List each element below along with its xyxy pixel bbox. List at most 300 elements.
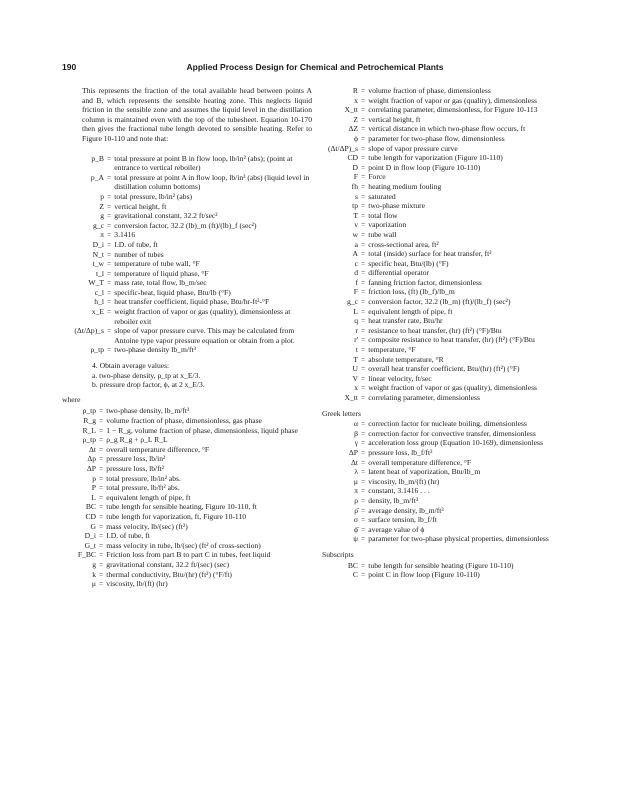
equals-sign: = <box>361 495 366 505</box>
definition-row <box>70 259 312 269</box>
definition-symbol: p_B <box>91 153 104 163</box>
definition-symbol: P <box>91 483 96 493</box>
definition-row <box>322 570 572 580</box>
definition-row <box>322 105 572 115</box>
definition-symbol: D_i <box>84 531 96 541</box>
definition-row <box>322 335 572 345</box>
definition-row <box>322 86 572 96</box>
definition-text: ρ_g R_g + ρ_L R_L <box>106 435 168 445</box>
equals-sign: = <box>99 511 104 521</box>
definition-symbol: ρ_tp <box>90 345 104 355</box>
definition-row <box>70 230 312 240</box>
definition-row <box>322 278 572 288</box>
equals-sign: = <box>361 95 366 105</box>
definition-symbol: g_c <box>347 297 358 307</box>
definition-row <box>322 486 572 496</box>
equals-sign: = <box>107 249 112 259</box>
definition-text: Friction loss from part B to part C in tubes, feet liquid <box>106 550 271 560</box>
definition-row <box>70 502 312 512</box>
definition-text: gravitational constant, 32.2 ft/(sec) (sec) <box>106 559 230 569</box>
definition-text: mass velocity, lb/(sec) (ft²) <box>106 521 188 531</box>
definition-text: tube length for sensible heating, Figure 10-110, ft <box>106 502 257 512</box>
equals-sign: = <box>361 201 366 211</box>
equals-sign: = <box>99 416 104 425</box>
equals-sign: = <box>361 467 366 477</box>
definition-symbol: BC <box>85 502 96 512</box>
definition-symbol: x <box>354 383 358 393</box>
definition-symbol: D_i <box>92 239 104 249</box>
definition-symbol: CD <box>347 153 358 163</box>
definition-text: vertical distance in which two-phase flow occurs, ft <box>368 124 526 134</box>
definition-row <box>322 326 572 336</box>
equals-sign: = <box>361 297 366 307</box>
definition-symbol: d <box>354 268 358 278</box>
equals-sign: = <box>361 486 366 496</box>
definition-text: total flow <box>368 210 398 220</box>
definition-text: temperature of liquid phase, °F <box>114 268 209 278</box>
definition-row <box>70 345 312 355</box>
equals-sign: = <box>107 239 112 249</box>
equals-sign: = <box>361 515 366 525</box>
equals-sign: = <box>361 220 366 230</box>
definition-text: cross-sectional area, ft² <box>368 239 439 249</box>
definition-text: slope of vapor pressure curve <box>368 143 458 153</box>
equals-sign: = <box>361 86 366 95</box>
definition-text: overall heat transfer coefficient, Btu/(hr) (ft²) (°F) <box>368 364 520 374</box>
definition-row <box>70 154 312 173</box>
definition-text: friction loss, (ft) (lb_f)/lb_m <box>368 287 455 297</box>
definition-symbol: U <box>352 364 358 374</box>
equals-sign: = <box>361 249 366 259</box>
definition-row <box>322 249 572 259</box>
definition-row <box>322 496 572 506</box>
definition-row <box>322 438 572 448</box>
equals-sign: = <box>99 559 104 569</box>
definition-text: mass rate, total flow, lb_m/sec <box>114 278 207 288</box>
equals-sign: = <box>99 444 104 454</box>
definition-symbol: Δp <box>87 454 96 464</box>
definition-row <box>322 561 572 571</box>
definition-row <box>70 278 312 288</box>
definition-text: equivalent length of pipe, ft <box>368 306 453 316</box>
definition-row <box>322 534 572 544</box>
definition-row <box>322 393 572 403</box>
definition-text: specific-heat, liquid phase, Btu/lb (°F) <box>114 287 231 297</box>
definition-row <box>322 307 572 317</box>
definition-text: parameter for two-phase flow, dimensionless <box>368 133 505 143</box>
definition-symbol: r <box>355 325 358 335</box>
definition-symbol: ϕ̄ <box>354 524 358 534</box>
definition-symbol: ΔP <box>86 463 96 473</box>
definition-row <box>70 221 312 231</box>
equals-sign: = <box>107 268 112 278</box>
definition-symbol: β <box>354 428 358 438</box>
definition-row <box>70 269 312 279</box>
equals-sign: = <box>99 406 104 416</box>
equals-sign: = <box>99 454 104 464</box>
definition-text: temperature of tube wall, °F <box>114 259 200 269</box>
definition-symbol: t <box>355 345 358 355</box>
definition-row <box>322 134 572 144</box>
definition-text: constant, 3.1416 . . . <box>368 486 430 496</box>
equals-sign: = <box>361 419 366 429</box>
definition-symbol: Z <box>353 114 358 124</box>
definition-row <box>322 211 572 221</box>
equals-sign: = <box>99 463 104 473</box>
definition-row <box>322 163 572 173</box>
definition-row <box>70 579 312 589</box>
definition-symbol: CD <box>85 511 96 521</box>
equals-sign: = <box>361 105 366 115</box>
definition-row <box>322 383 572 393</box>
definition-symbol: c <box>354 258 358 268</box>
equals-sign: = <box>99 435 104 445</box>
definition-row <box>70 483 312 493</box>
equals-sign: = <box>107 230 112 240</box>
definition-text: point D in flow loop (Figure 10-110) <box>368 162 481 172</box>
definition-symbol: ϕ <box>354 133 358 143</box>
definition-row <box>70 406 312 416</box>
definition-symbol: R_g <box>83 416 96 425</box>
definition-symbol: ρ̄ <box>354 505 358 515</box>
equals-sign: = <box>99 492 104 502</box>
equals-sign: = <box>361 393 366 402</box>
equals-sign: = <box>361 383 366 393</box>
definition-row <box>322 448 572 458</box>
equals-sign: = <box>107 211 112 221</box>
definition-symbol: ΔZ <box>348 124 358 134</box>
definition-symbol: D <box>352 162 358 172</box>
definition-row <box>322 201 572 211</box>
definition-symbol: ρ_tp <box>82 435 96 445</box>
definition-row <box>70 426 312 436</box>
where-label: where <box>62 394 81 404</box>
definition-row <box>70 454 312 464</box>
definition-symbol: c_l <box>94 287 104 297</box>
intro-paragraph: This represents the fraction of the total available head between points A and B, which represents the sensible heating zone. This neglects liquid friction in the sensible zone and assumes the liquid level in the distillation column is maintained even with the top of the tubesheet. Equation 10-170 then gives the fractional tube length devoted to sensible heating. Refer to Figure 10-110 and note that: <box>82 86 312 143</box>
equals-sign: = <box>361 335 366 345</box>
definition-symbol: x_E <box>91 307 104 317</box>
equals-sign: = <box>361 306 366 316</box>
definition-text: volume fraction of phase, dimensionless, gas phase <box>106 416 262 425</box>
definition-symbol: tp <box>352 201 358 211</box>
definition-symbol: W_T <box>88 278 104 288</box>
definition-symbol: k <box>92 569 96 579</box>
equals-sign: = <box>99 531 104 541</box>
definition-text: heat transfer rate, Btu/hr <box>368 316 443 326</box>
definition-text: Force <box>368 172 386 182</box>
definition-text: weight fraction of vapor or gas (quality), dimensionless <box>368 383 538 393</box>
equals-sign: = <box>107 172 112 182</box>
equals-sign: = <box>99 425 104 435</box>
definition-row <box>70 202 312 212</box>
definition-text: two-phase density, lb_m/ft³ <box>106 406 190 416</box>
definition-text: heat transfer coefficient, liquid phase, Btu/hr-ft²-°F <box>114 297 270 307</box>
definition-text: density, lb_m/ft³ <box>368 495 419 505</box>
definition-text: overall temperature difference, °F <box>368 457 472 467</box>
equals-sign: = <box>107 278 112 288</box>
definition-row <box>322 525 572 535</box>
definition-symbol: T <box>353 354 358 364</box>
equals-sign: = <box>99 550 104 560</box>
definition-row <box>322 429 572 439</box>
subscripts-list <box>322 561 572 580</box>
definition-row <box>322 419 572 429</box>
definition-text: total pressure at point B in flow loop, lb/in² (abs); (point at entrance to vertical reboiler) <box>114 153 293 173</box>
equals-sign: = <box>99 502 104 512</box>
step-4a: a. two-phase density, ρ_tp at x_E/3. <box>92 370 201 380</box>
equals-sign: = <box>361 316 366 326</box>
definition-row <box>70 297 312 307</box>
equals-sign: = <box>361 345 366 355</box>
definition-text: absolute temperature, °R <box>368 354 444 364</box>
definition-row <box>70 192 312 202</box>
definition-symbol: R_L <box>82 425 96 435</box>
definition-row <box>70 464 312 474</box>
definition-text: surface tension, lb_f/ft <box>368 515 437 525</box>
definition-symbol: t_l <box>95 268 104 278</box>
definition-text: volume fraction of phase, dimensionless <box>368 86 491 95</box>
equals-sign: = <box>361 364 366 374</box>
equals-sign: = <box>361 191 366 201</box>
equals-sign: = <box>107 220 112 230</box>
equals-sign: = <box>361 505 366 515</box>
equals-sign: = <box>361 447 366 457</box>
definition-row <box>70 541 312 551</box>
definition-symbol: r' <box>354 335 358 345</box>
equals-sign: = <box>361 524 366 534</box>
equals-sign: = <box>361 239 366 249</box>
definition-text: fanning friction factor, dimensionless <box>368 277 482 287</box>
definition-symbol: t_w <box>92 259 104 269</box>
definition-text: vertical height, ft <box>368 114 421 124</box>
step-4: 4. Obtain average values: <box>92 361 170 371</box>
definition-symbol: ρ <box>354 495 358 505</box>
definition-text: conversion factor, 32.2 (lb_m) (ft)/(lb_f) (sec²) <box>368 297 511 307</box>
definition-row <box>70 474 312 484</box>
definition-symbol: G <box>90 521 96 531</box>
definition-row <box>70 307 312 326</box>
equals-sign: = <box>361 373 366 383</box>
definition-symbol: f <box>355 277 358 287</box>
equals-sign: = <box>107 153 112 163</box>
definition-symbol: h_l <box>94 297 104 307</box>
definition-text: correlating parameter, dimensionless, for Figure 10-113 <box>368 105 538 115</box>
definition-text: correction factor for nucleate boiling, dimensionless <box>368 419 527 429</box>
definition-row <box>322 316 572 326</box>
definition-text: two-phase mixture <box>368 201 426 211</box>
equals-sign: = <box>99 540 104 550</box>
greek-letters-list <box>322 419 572 544</box>
definition-row <box>70 416 312 426</box>
definition-symbol: p <box>92 473 96 483</box>
definition-row <box>322 287 572 297</box>
definition-symbol: μ <box>91 579 96 589</box>
definition-row <box>322 230 572 240</box>
page-number: 190 <box>62 62 77 72</box>
equals-sign: = <box>361 181 366 191</box>
definition-symbol: g <box>92 559 96 569</box>
equals-sign: = <box>361 153 366 163</box>
definition-symbol: Δt <box>351 457 358 467</box>
subscripts-heading: Subscripts <box>322 549 354 559</box>
definition-text: latent heat of vaporization, Btu/lb_m <box>368 467 481 477</box>
equals-sign: = <box>361 114 366 124</box>
equals-sign: = <box>361 268 366 278</box>
definition-symbol: F_BC <box>77 550 96 560</box>
equals-sign: = <box>361 143 366 153</box>
definition-text: correlating parameter, dimensionless <box>368 393 480 402</box>
definition-symbol: (Δt/ΔP)_s <box>327 143 358 153</box>
definition-symbol: L <box>353 306 358 316</box>
definition-symbol: Z <box>99 201 104 211</box>
definition-text: composite resistance to heat transfer, (hr) (ft²) (°F)/Btu <box>368 335 535 345</box>
definition-symbol: N_t <box>92 249 104 259</box>
definition-text: correction factor for convective transfer, dimensionless <box>368 428 536 438</box>
equals-sign: = <box>107 287 112 297</box>
definition-symbol: A <box>352 249 358 259</box>
definition-row <box>322 240 572 250</box>
definition-symbol: L <box>91 492 96 502</box>
equals-sign: = <box>361 162 366 172</box>
equals-sign: = <box>361 287 366 297</box>
definition-symbol: s <box>355 191 358 201</box>
definition-symbol: ΔP <box>348 447 358 457</box>
definition-symbol: fh <box>351 181 358 191</box>
definition-symbol: Δt <box>89 444 96 454</box>
definition-row <box>322 144 572 154</box>
equals-sign: = <box>361 457 366 467</box>
definition-row <box>70 512 312 522</box>
definition-text: tube wall <box>368 229 397 239</box>
definition-row <box>70 211 312 221</box>
definition-row <box>322 506 572 516</box>
definition-text: saturated <box>368 191 396 201</box>
definition-text: pressure loss, lb/in² <box>106 454 166 464</box>
definition-text: total pressure at point A in flow loop, lb/in³ (abs) (liquid level in distillation column bottoms) <box>114 172 310 192</box>
definition-text: average value of ϕ <box>368 524 425 534</box>
equals-sign: = <box>361 210 366 220</box>
definition-text: I.D. of tube, ft <box>114 239 158 249</box>
definition-text: acceleration loss group (Equation 10-169), dimensionless <box>368 438 543 448</box>
equals-sign: = <box>361 124 366 134</box>
equals-sign: = <box>99 483 104 493</box>
definition-row <box>322 268 572 278</box>
definition-row <box>70 326 312 345</box>
equals-sign: = <box>361 438 366 448</box>
definition-text: total pressure, lb/in² (abs) <box>114 191 193 201</box>
definition-row <box>322 220 572 230</box>
definition-symbol: V <box>352 373 358 383</box>
definitions-list-b <box>70 406 312 588</box>
definition-row <box>322 345 572 355</box>
definition-symbol: F <box>353 287 358 297</box>
definition-row <box>322 355 572 365</box>
definition-row <box>70 250 312 260</box>
equals-sign: = <box>107 297 112 307</box>
equals-sign: = <box>107 345 112 355</box>
definition-symbol: X_tt <box>344 105 358 115</box>
definition-text: linear velocity, ft/sec <box>368 373 432 383</box>
equals-sign: = <box>99 521 104 531</box>
definition-text: mass velocity in tube, lb/(sec) (ft² of cross-section) <box>106 540 261 550</box>
definition-row <box>70 570 312 580</box>
definition-text: total pressure, lb/ft² abs. <box>106 483 180 493</box>
definition-symbol: p <box>100 191 104 201</box>
definition-text: resistance to heat transfer, (hr) (ft²) (°F)/Btu <box>368 325 502 335</box>
definition-row <box>322 374 572 384</box>
definition-row <box>70 522 312 532</box>
definition-text: gravitational constant, 32.2 ft/sec² <box>114 211 218 221</box>
definition-row <box>70 435 312 445</box>
definition-text: tube length for sensible heating (Figure 10-110) <box>368 560 514 570</box>
right-column <box>322 86 572 580</box>
equals-sign: = <box>361 133 366 143</box>
definition-symbol: ψ <box>353 534 358 544</box>
definition-symbol: C <box>352 570 358 580</box>
equals-sign: = <box>361 172 366 182</box>
definition-text: two-phase density lb_m/ft³ <box>114 345 196 355</box>
definition-row <box>322 182 572 192</box>
equals-sign: = <box>361 534 366 544</box>
definition-text: weight fraction of vapor or gas (quality), dimensionless at reboiler exit <box>114 307 291 326</box>
definition-text: conversion factor, 32.2 (lb)_m (ft)/(lb)_f (sec²) <box>114 220 257 230</box>
equals-sign: = <box>361 476 366 486</box>
definition-text: point C in flow loop (Figure 10-110) <box>368 570 480 580</box>
equals-sign: = <box>99 473 104 483</box>
definition-text: slope of vapor pressure curve. This may be calculated from Antoine type vapor pressure equation or obtain from a plot. <box>114 326 295 345</box>
definition-symbol: α <box>354 419 358 429</box>
running-title: Applied Process Design for Chemical and Petrochemical Plants <box>186 62 444 72</box>
left-column <box>62 86 312 589</box>
definition-symbol: σ <box>353 515 358 525</box>
definition-row <box>322 364 572 374</box>
equals-sign: = <box>99 569 104 579</box>
definition-row <box>70 240 312 250</box>
definition-row <box>322 96 572 106</box>
equals-sign: = <box>99 579 104 589</box>
definition-text: total pressure, lb/in² abs. <box>106 473 181 483</box>
definition-symbol: w <box>352 229 358 239</box>
definition-row <box>322 259 572 269</box>
definition-row <box>70 288 312 298</box>
definition-symbol: R <box>352 86 358 95</box>
definition-text: parameter for two-phase physical properties, dimensionless <box>368 534 549 544</box>
definition-symbol: G_t <box>84 540 96 550</box>
definition-row <box>322 467 572 477</box>
equals-sign: = <box>107 307 112 317</box>
definition-text: 1 − R_g, volume fraction of phase, dimensionless, liquid phase <box>106 425 298 435</box>
definition-row <box>322 124 572 134</box>
definition-text: overall temperature difference, °F <box>106 444 210 454</box>
definition-symbol: (Δt/Δp)_s <box>74 326 104 336</box>
equals-sign: = <box>361 277 366 287</box>
definition-text: vaporization <box>368 220 407 230</box>
definition-text: average density, lb_m/ft³ <box>368 505 444 515</box>
definition-text: pressure loss, lb_f/ft² <box>368 447 433 457</box>
definition-symbol: a <box>354 239 358 249</box>
definition-row <box>70 173 312 192</box>
equals-sign: = <box>107 259 112 269</box>
definition-symbol: π <box>354 486 358 496</box>
definition-text: temperature, °F <box>368 345 416 355</box>
definition-symbol: ρ_tp <box>82 406 96 416</box>
definition-text: specific heat, Btu/(lb) (°F) <box>368 258 449 268</box>
definition-row <box>322 172 572 182</box>
definition-symbol: g <box>100 211 104 221</box>
definition-symbol: x <box>354 95 358 105</box>
definition-symbol: p_A <box>90 172 104 182</box>
